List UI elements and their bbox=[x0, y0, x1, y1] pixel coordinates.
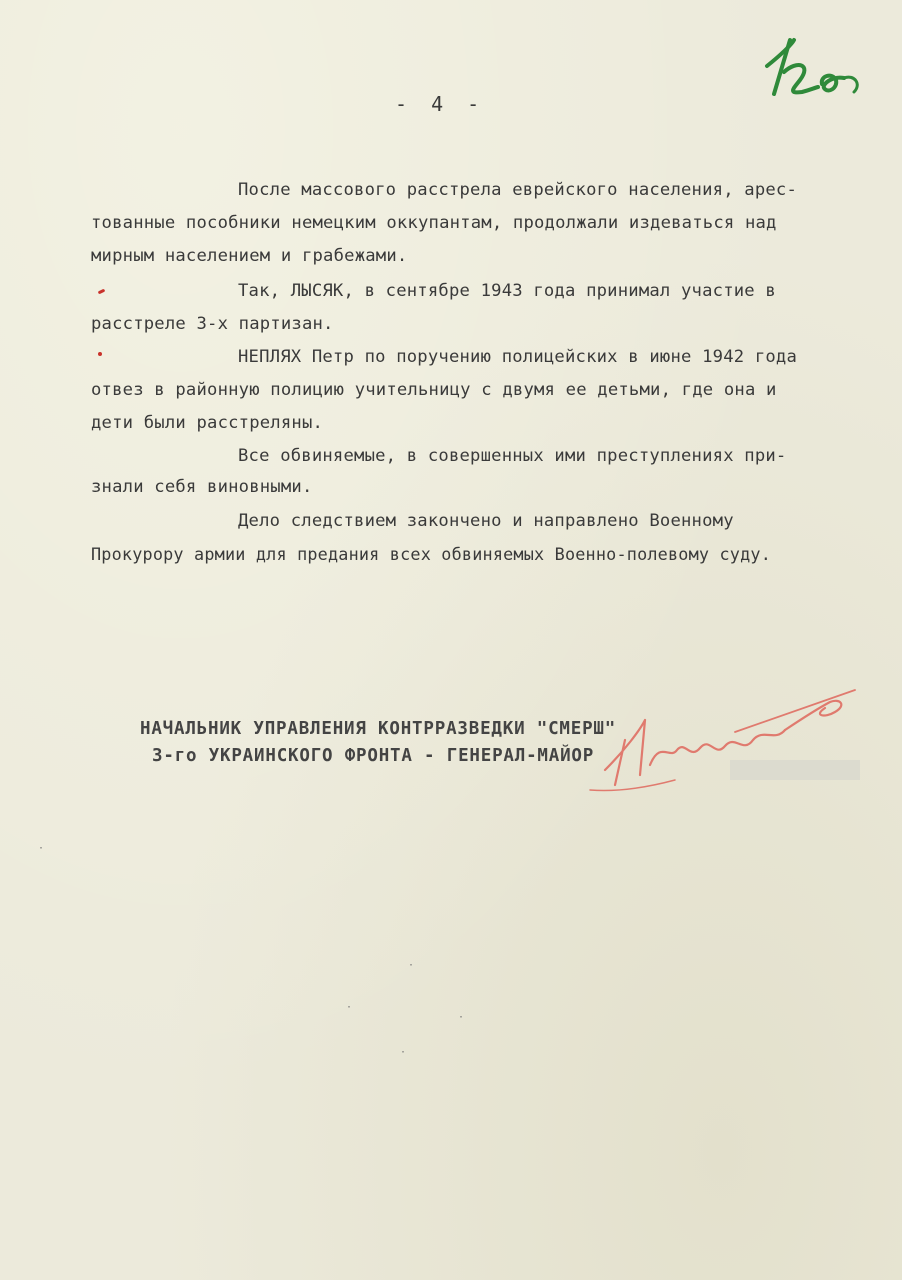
redacted-name bbox=[730, 760, 860, 780]
red-pencil-mark bbox=[98, 352, 102, 356]
paper-speck: · bbox=[408, 960, 415, 971]
handwritten-signature bbox=[585, 680, 865, 800]
page-number: - 4 - bbox=[395, 92, 486, 116]
paragraph-5-line-2: Прокурору армии для предания всех обвиняемых Военно-полевому суду. bbox=[91, 544, 772, 564]
paper-speck: · bbox=[38, 843, 45, 854]
paragraph-1-line-2: тованные пособники немецким оккупантам, продолжали издеваться над bbox=[91, 213, 777, 233]
red-pencil-mark bbox=[98, 289, 106, 295]
paragraph-5-line-1: Дело следствием закончено и направлено Военному bbox=[238, 511, 734, 531]
paragraph-1-line-1: После массового расстрела еврейского населения, арес- bbox=[238, 180, 798, 200]
paper-speck: · bbox=[346, 1002, 353, 1013]
paragraph-1-line-3: мирным населением и грабежами. bbox=[91, 246, 408, 266]
paragraph-2-line-1: Так, ЛЫСЯК, в сентябре 1943 года принимал участие в bbox=[238, 281, 776, 301]
signature-title-line-2: 3-го УКРАИНСКОГО ФРОНТА - ГЕНЕРАЛ-МАЙОР bbox=[152, 746, 595, 766]
paragraph-3-line-2: отвез в районную полицию учительницу с двумя ее детьми, где она и bbox=[91, 380, 777, 400]
signature-title-line-1: НАЧАЛЬНИК УПРАВЛЕНИЯ КОНТРРАЗВЕДКИ "СМЕРШ" bbox=[140, 719, 617, 739]
paper-speck: · bbox=[458, 1012, 465, 1023]
paragraph-4-line-1: Все обвиняемые, в совершенных ими преступлениях при- bbox=[238, 446, 787, 466]
handwritten-archive-number bbox=[762, 32, 872, 117]
paragraph-4-line-2: знали себя виновными. bbox=[91, 477, 313, 497]
paper-speck: · bbox=[400, 1047, 407, 1058]
paragraph-3-line-1: НЕПЛЯХ Петр по поручению полицейских в июне 1942 года bbox=[238, 347, 798, 367]
paragraph-2-line-2: расстреле 3-х партизан. bbox=[91, 314, 334, 334]
paragraph-3-line-3: дети были расстреляны. bbox=[91, 413, 324, 433]
